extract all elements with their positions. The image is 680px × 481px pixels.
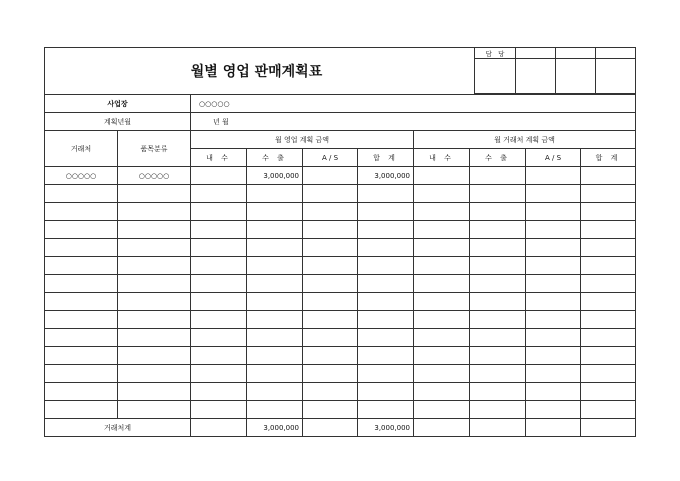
- cell[interactable]: [358, 401, 414, 419]
- cell[interactable]: [581, 185, 636, 203]
- approval-label: [596, 48, 636, 59]
- total-header: 합 계: [358, 149, 414, 167]
- cell[interactable]: [45, 401, 118, 419]
- export-cell[interactable]: 3,000,000: [247, 167, 303, 185]
- cell[interactable]: [414, 257, 470, 275]
- cell[interactable]: [247, 257, 303, 275]
- cell[interactable]: [581, 401, 636, 419]
- cell[interactable]: [303, 275, 358, 293]
- as-header: A / S: [526, 149, 581, 167]
- approval-sign-box[interactable]: [596, 59, 636, 94]
- table-row: [45, 401, 636, 419]
- cell[interactable]: [470, 275, 526, 293]
- cell[interactable]: [526, 239, 581, 257]
- cell[interactable]: [581, 203, 636, 221]
- cell[interactable]: [247, 365, 303, 383]
- cell[interactable]: [191, 365, 247, 383]
- table-row: [45, 221, 636, 239]
- cell[interactable]: [414, 329, 470, 347]
- cell[interactable]: [247, 203, 303, 221]
- export-header: 수 출: [247, 149, 303, 167]
- cell[interactable]: [191, 203, 247, 221]
- cell[interactable]: [247, 347, 303, 365]
- total-header: 합 계: [581, 149, 636, 167]
- cell[interactable]: [45, 293, 118, 311]
- client-plan-header: 월 거래처 계획 금액: [414, 131, 636, 149]
- cell[interactable]: [45, 329, 118, 347]
- title-table: [44, 47, 636, 95]
- cell[interactable]: [191, 239, 247, 257]
- cell[interactable]: [45, 257, 118, 275]
- cell: [526, 419, 581, 437]
- business-value[interactable]: ○○○○○: [191, 95, 636, 113]
- cell[interactable]: [470, 365, 526, 383]
- cell[interactable]: [303, 203, 358, 221]
- cell[interactable]: [526, 203, 581, 221]
- export-header: 수 출: [470, 149, 526, 167]
- footer-domestic: [191, 419, 247, 437]
- cell[interactable]: [358, 365, 414, 383]
- sales-plan-sheet: [44, 47, 635, 431]
- cell[interactable]: [303, 383, 358, 401]
- cell[interactable]: [191, 401, 247, 419]
- cell[interactable]: [303, 347, 358, 365]
- cell[interactable]: [191, 329, 247, 347]
- cell[interactable]: [247, 329, 303, 347]
- table-row: [45, 167, 636, 185]
- cell[interactable]: [414, 275, 470, 293]
- table-row: [45, 365, 636, 383]
- footer-row: [45, 419, 636, 437]
- cell[interactable]: [45, 311, 118, 329]
- cell[interactable]: [118, 221, 191, 239]
- cell[interactable]: [303, 257, 358, 275]
- cell[interactable]: [118, 311, 191, 329]
- approval-sign-box[interactable]: [475, 59, 516, 94]
- cell[interactable]: [303, 401, 358, 419]
- cell[interactable]: [45, 365, 118, 383]
- plan-grid: [44, 94, 636, 437]
- cell[interactable]: [118, 203, 191, 221]
- cell[interactable]: [414, 167, 470, 185]
- cell[interactable]: [526, 275, 581, 293]
- cell[interactable]: [191, 383, 247, 401]
- table-row: [45, 383, 636, 401]
- cell[interactable]: [414, 221, 470, 239]
- as-cell[interactable]: [303, 167, 358, 185]
- cell[interactable]: [303, 365, 358, 383]
- cell[interactable]: [358, 329, 414, 347]
- cell[interactable]: [526, 221, 581, 239]
- table-row: [45, 239, 636, 257]
- cell[interactable]: [191, 293, 247, 311]
- cell[interactable]: [45, 185, 118, 203]
- monthly-plan-header: 월 영업 계획 금액: [191, 131, 414, 149]
- table-row: [45, 311, 636, 329]
- domestic-header: 내 수: [414, 149, 470, 167]
- table-row: [45, 293, 636, 311]
- cell[interactable]: [414, 203, 470, 221]
- as-header: A / S: [303, 149, 358, 167]
- client-header: 거래처: [45, 131, 118, 167]
- cell[interactable]: [581, 257, 636, 275]
- approval-sign-box[interactable]: [556, 59, 596, 94]
- cell[interactable]: [414, 185, 470, 203]
- table-row: [45, 185, 636, 203]
- cell[interactable]: [358, 185, 414, 203]
- domestic-header: 내 수: [191, 149, 247, 167]
- cell[interactable]: [118, 185, 191, 203]
- cell[interactable]: [118, 365, 191, 383]
- category-header: 품목분류: [118, 131, 191, 167]
- cell[interactable]: [303, 311, 358, 329]
- cell[interactable]: [414, 347, 470, 365]
- cell[interactable]: [247, 311, 303, 329]
- cell[interactable]: [581, 167, 636, 185]
- cell[interactable]: [414, 383, 470, 401]
- plan-period-value[interactable]: 년 월: [191, 113, 636, 131]
- cell[interactable]: [414, 311, 470, 329]
- table-row: [45, 275, 636, 293]
- cell[interactable]: [581, 311, 636, 329]
- cell[interactable]: [581, 383, 636, 401]
- cell[interactable]: [414, 401, 470, 419]
- domestic-cell[interactable]: [191, 167, 247, 185]
- cell[interactable]: [581, 239, 636, 257]
- cell[interactable]: [191, 257, 247, 275]
- category-cell[interactable]: ○○○○○: [118, 167, 191, 185]
- cell[interactable]: [526, 401, 581, 419]
- approval-box: [475, 48, 636, 95]
- cell[interactable]: [470, 239, 526, 257]
- cell[interactable]: [470, 329, 526, 347]
- cell[interactable]: [358, 239, 414, 257]
- cell[interactable]: [470, 221, 526, 239]
- cell[interactable]: [247, 401, 303, 419]
- cell[interactable]: [414, 239, 470, 257]
- cell[interactable]: [191, 275, 247, 293]
- cell[interactable]: [303, 239, 358, 257]
- cell[interactable]: [247, 239, 303, 257]
- business-label: 사업장: [45, 95, 191, 113]
- cell[interactable]: [118, 329, 191, 347]
- cell[interactable]: [470, 383, 526, 401]
- cell: [470, 419, 526, 437]
- cell[interactable]: [470, 293, 526, 311]
- cell[interactable]: [526, 347, 581, 365]
- plan-period-label: 계획년월: [45, 113, 191, 131]
- cell[interactable]: [526, 311, 581, 329]
- table-row: [45, 203, 636, 221]
- cell[interactable]: [526, 167, 581, 185]
- cell[interactable]: [191, 347, 247, 365]
- client-cell[interactable]: ○○○○○: [45, 167, 118, 185]
- cell[interactable]: [247, 383, 303, 401]
- cell[interactable]: [247, 185, 303, 203]
- cell[interactable]: [526, 329, 581, 347]
- cell[interactable]: [581, 365, 636, 383]
- cell[interactable]: [45, 275, 118, 293]
- approval-label: [556, 48, 596, 59]
- cell[interactable]: [526, 257, 581, 275]
- document-title: 월별 영업 판매계획표: [45, 48, 475, 95]
- cell[interactable]: [470, 257, 526, 275]
- cell: [414, 419, 470, 437]
- total-cell[interactable]: 3,000,000: [358, 167, 414, 185]
- approval-label: [516, 48, 556, 59]
- cell[interactable]: [118, 383, 191, 401]
- cell[interactable]: [358, 383, 414, 401]
- approval-sign-box[interactable]: [516, 59, 556, 94]
- cell[interactable]: [191, 221, 247, 239]
- cell[interactable]: [247, 275, 303, 293]
- cell[interactable]: [358, 221, 414, 239]
- cell[interactable]: [247, 293, 303, 311]
- footer-label: 거래처계: [45, 419, 191, 437]
- cell[interactable]: [526, 185, 581, 203]
- table-row: [45, 329, 636, 347]
- cell[interactable]: [526, 383, 581, 401]
- cell[interactable]: [358, 257, 414, 275]
- cell[interactable]: [45, 221, 118, 239]
- cell[interactable]: [470, 185, 526, 203]
- footer-export: 3,000,000: [247, 419, 303, 437]
- cell[interactable]: [470, 167, 526, 185]
- cell[interactable]: [358, 203, 414, 221]
- cell[interactable]: [191, 311, 247, 329]
- footer-total: 3,000,000: [358, 419, 414, 437]
- cell[interactable]: [414, 365, 470, 383]
- cell[interactable]: [526, 293, 581, 311]
- cell[interactable]: [118, 257, 191, 275]
- cell[interactable]: [581, 329, 636, 347]
- cell[interactable]: [118, 275, 191, 293]
- cell[interactable]: [118, 239, 191, 257]
- cell[interactable]: [526, 365, 581, 383]
- footer-as: [303, 419, 358, 437]
- cell[interactable]: [118, 401, 191, 419]
- cell[interactable]: [414, 293, 470, 311]
- cell[interactable]: [303, 293, 358, 311]
- cell[interactable]: [581, 293, 636, 311]
- cell[interactable]: [470, 311, 526, 329]
- approval-label: 담 당: [475, 48, 516, 59]
- cell[interactable]: [470, 347, 526, 365]
- cell[interactable]: [303, 329, 358, 347]
- cell[interactable]: [303, 221, 358, 239]
- cell[interactable]: [45, 347, 118, 365]
- cell[interactable]: [191, 185, 247, 203]
- cell[interactable]: [581, 347, 636, 365]
- table-row: [45, 257, 636, 275]
- cell[interactable]: [581, 275, 636, 293]
- cell[interactable]: [118, 347, 191, 365]
- cell[interactable]: [470, 203, 526, 221]
- table-row: [45, 347, 636, 365]
- cell[interactable]: [45, 239, 118, 257]
- cell[interactable]: [358, 275, 414, 293]
- cell[interactable]: [45, 203, 118, 221]
- cell[interactable]: [358, 311, 414, 329]
- cell: [581, 419, 636, 437]
- cell[interactable]: [303, 185, 358, 203]
- cell[interactable]: [45, 383, 118, 401]
- cell[interactable]: [358, 347, 414, 365]
- cell[interactable]: [358, 293, 414, 311]
- cell[interactable]: [470, 401, 526, 419]
- cell[interactable]: [581, 221, 636, 239]
- cell[interactable]: [118, 293, 191, 311]
- cell[interactable]: [247, 221, 303, 239]
